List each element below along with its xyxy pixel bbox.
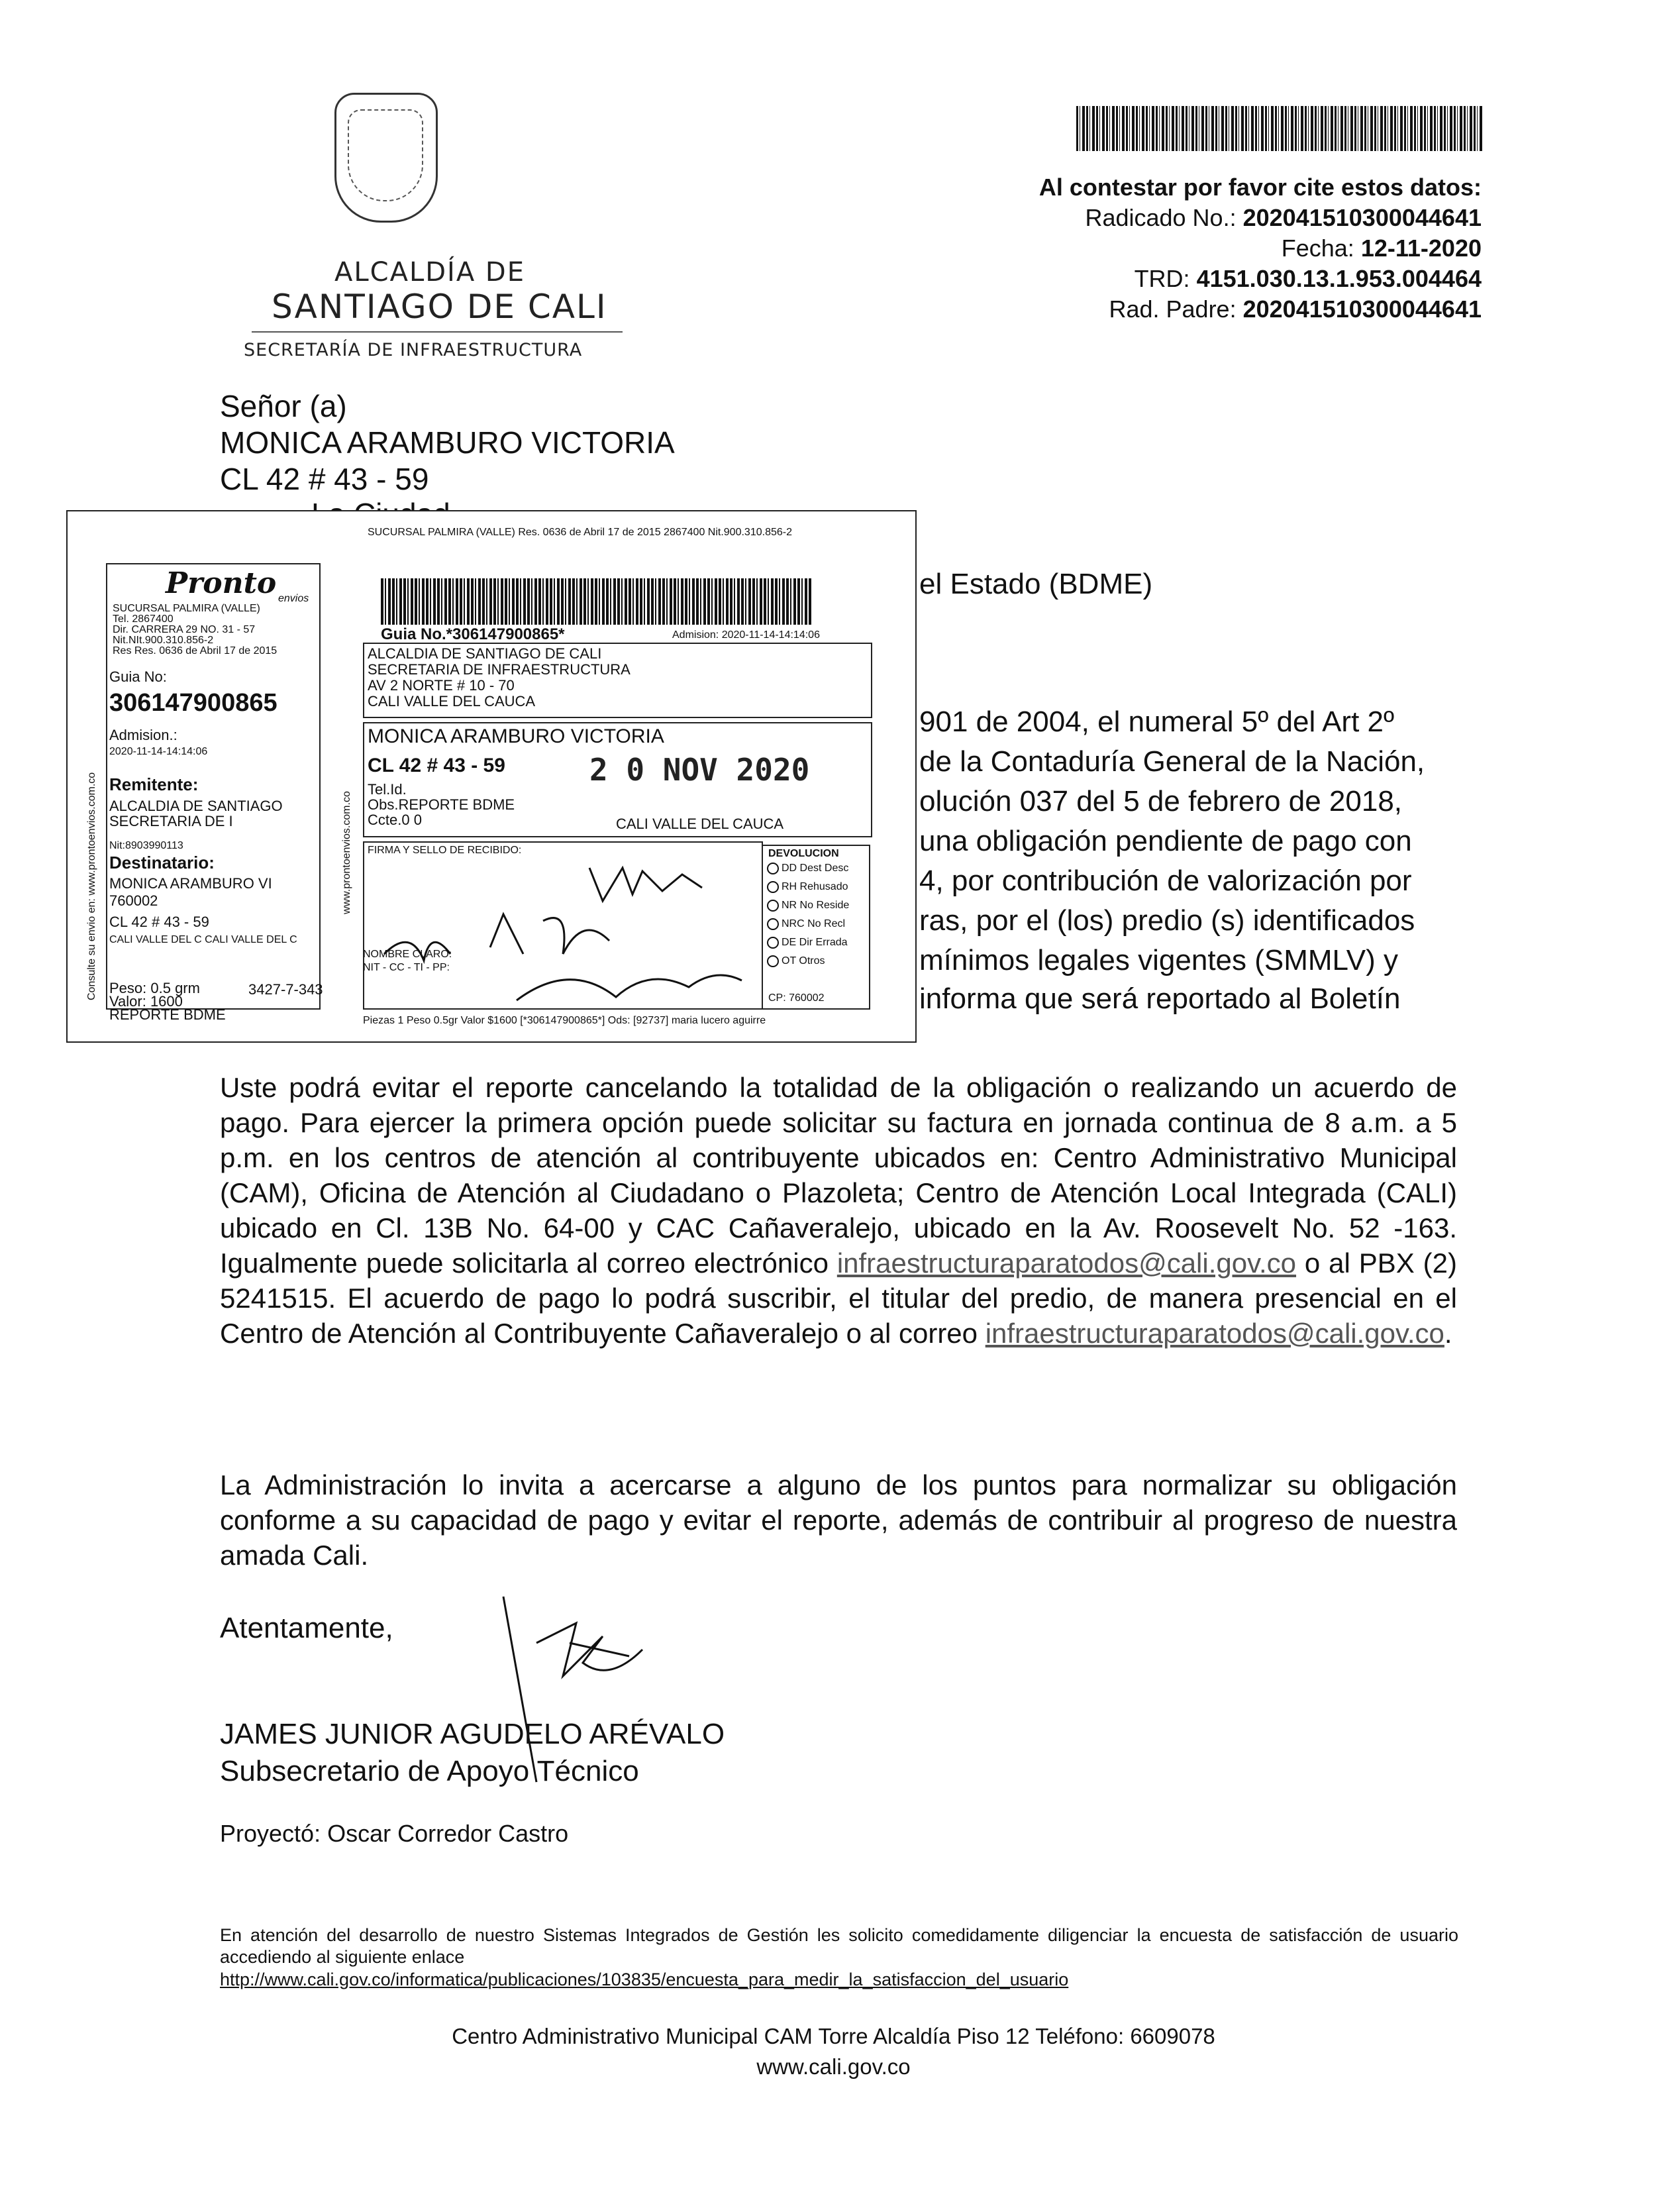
stub-res: Res Res. 0636 de Abril 17 de 2015: [113, 645, 278, 657]
trd-line: TRD: 4151.030.13.1.953.004464: [1134, 265, 1482, 292]
body-fragment-2: 901 de 2004, el numeral 5º del Art 2º: [919, 706, 1395, 738]
label-footer-strip: Piezas 1 Peso 0.5gr Valor $1600 [*306147900865*] Ods: [92737] maria lucero aguirre: [363, 1015, 766, 1026]
rcpt-1: MONICA ARAMBURO VICTORIA: [368, 725, 664, 747]
dev-option-1: DD Dest Desc: [767, 863, 848, 874]
stub-remitente-label: Remitente:: [109, 774, 199, 794]
survey-link[interactable]: http://www.cali.gov.co/informatica/publicaciones/103835/encuesta_para_medir_la_satisfaccion_del_usuario: [220, 1970, 1069, 1989]
radio-circle-icon: [767, 881, 779, 893]
radio-circle-icon: [767, 955, 779, 967]
logo-line-1: ALCALDÍA DE: [334, 257, 525, 288]
stub-peso: Peso: 0.5 grm: [109, 980, 200, 996]
logo-divider: [252, 331, 623, 333]
radicado-line: Radicado No.: 202041510300044641: [1085, 204, 1482, 231]
stub-destinatario-label: Destinatario:: [109, 853, 215, 872]
body-fragment-8: mínimos legales vigentes (SMMLV) y: [919, 944, 1398, 976]
devolucion-label: DEVOLUCION: [768, 848, 839, 859]
stub-dest-4: CALI VALLE DEL C CALI VALLE DEL C: [109, 934, 297, 945]
stub-remitente-nit: Nit:8903990113: [109, 840, 183, 851]
pronto-logo: Pronto: [166, 566, 277, 600]
coat-of-arms-inner: [348, 109, 423, 201]
handwritten-signature-icon: [371, 855, 755, 1007]
recipient-name: MONICA ARAMBURO VICTORIA: [220, 425, 675, 460]
body-paragraph-1: Uste podrá evitar el reporte cancelando la totalidad de la obligación o realizando un acuerdo de pago. Para ejercer la primera opción puede solicitar su factura en jornada continua de 8 a.m. a 5 p.m. en los centros de atención al contribuyente ubicados en: Centro Administrativo Municipal (CAM), Oficina de Atención al Ciudadano o Plazoleta; Centro de Atención Local Integrada (CALI) ubicado en Cl. 13B No. 64-00 y CAC Cañaveralejo, ubicado en la Av. Roosevelt No. 52 -163. Igualmente puede solicitarla al correo electrónico infraestructuraparatodos@cali.gov.co o al PBX (2) 5241515. El acuerdo de pago lo podrá suscribir, el titular del predio, de manera presencial en el Centro de Atención al Contribuyente Cañaveralejo o al correo infraestructuraparatodos@cali.gov.co.: [220, 1072, 1457, 1349]
rcpt-2: CL 42 # 43 - 59: [368, 755, 505, 776]
body-fragment-1: el Estado (BDME): [919, 568, 1153, 600]
radio-circle-icon: [767, 863, 779, 874]
stub-guia-label: Guia No:: [109, 668, 167, 685]
cite-header: Al contestar por favor cite estos datos:: [1038, 174, 1482, 201]
dev-option-3: NR No Reside: [767, 900, 849, 912]
sender-1: ALCALDIA DE SANTIAGO DE CALI: [368, 645, 602, 662]
signer-name: JAMES JUNIOR AGUDELO ARÉVALO: [220, 1718, 725, 1750]
stub-admision-value: 2020-11-14-14:14:06: [109, 746, 208, 757]
rcpt-city: CALI VALLE DEL CAUCA: [616, 816, 784, 832]
body-fragment-6: 4, por contribución de valorización por: [919, 865, 1412, 897]
body-fragment-3: de la Contaduría General de la Nación,: [919, 745, 1425, 778]
cp-label: CP: 760002: [768, 992, 825, 1004]
stub-code: 3427-7-343: [248, 981, 323, 998]
stub-admision-label: Admision.:: [109, 727, 177, 743]
logo-line-3: SECRETARÍA DE INFRAESTRUCTURA: [244, 340, 583, 360]
nit-cc-label: NIT - CC - TI - PP:: [363, 962, 450, 973]
body-fragment-5: una obligación pendiente de pago con: [919, 825, 1412, 857]
body-fragment-4: olución 037 del 5 de febrero de 2018,: [919, 785, 1403, 817]
rcpt-4: Obs.REPORTE BDME: [368, 796, 515, 813]
dev-option-2: RH Rehusado: [767, 881, 848, 893]
closing: Atentamente,: [220, 1612, 393, 1644]
date-stamp: 2 0 NOV 2020: [589, 752, 810, 788]
logo-line-2: SANTIAGO DE CALI: [272, 288, 607, 326]
stub-remitente-1: ALCALDIA DE SANTIAGO: [109, 798, 283, 814]
stub-dest-3: CL 42 # 43 - 59: [109, 914, 209, 930]
nombre-claro-label: NOMBRE CLARO:: [363, 949, 452, 960]
footer-website: www.cali.gov.co: [756, 2054, 911, 2079]
radio-circle-icon: [767, 900, 779, 912]
footer-address: Centro Administrativo Municipal CAM Torre Alcaldía Piso 12 Teléfono: 6609078: [452, 2024, 1215, 2048]
label-top-strip: SUCURSAL PALMIRA (VALLE) Res. 0636 de Abril 17 de 2015 2867400 Nit.900.310.856-2: [368, 527, 792, 538]
rcpt-3: Tel.Id.: [368, 781, 407, 798]
firma-label: FIRMA Y SELLO DE RECIBIDO:: [368, 845, 522, 856]
stub-dest-2: 760002: [109, 892, 158, 909]
body-fragment-9: informa que será reportado al Boletín: [919, 982, 1401, 1015]
stub-reporte: REPORTE BDME: [109, 1006, 226, 1023]
rcpt-5: Ccte.0 0: [368, 812, 422, 828]
stub-tel: Tel. 2867400: [113, 613, 174, 625]
dev-option-5: DE Dir Errada: [767, 937, 848, 949]
email-link-1[interactable]: infraestructuraparatodos@cali.gov.co: [836, 1247, 1297, 1279]
stub-remitente-2: SECRETARIA DE I: [109, 813, 233, 829]
sender-3: AV 2 NORTE # 10 - 70: [368, 677, 515, 694]
dev-option-6: OT Otros: [767, 955, 825, 967]
sender-2: SECRETARIA DE INFRAESTRUCTURA: [368, 661, 631, 678]
radio-circle-icon: [767, 937, 779, 949]
stub-sucursal: SUCURSAL PALMIRA (VALLE): [113, 603, 260, 614]
stub-dest-1: MONICA ARAMBURO VI: [109, 875, 272, 892]
recipient-address: CL 42 # 43 - 59: [220, 462, 429, 496]
dev-option-4: NRC No Recl: [767, 918, 845, 930]
signer-title: Subsecretario de Apoyo Técnico: [220, 1755, 639, 1787]
stub-valor: Valor: 1600: [109, 993, 183, 1010]
pronto-logo-sub: envios: [278, 593, 309, 604]
label-admision-full: Admision: 2020-11-14-14:14:06: [672, 629, 820, 641]
stub-side-text: Consulte su envio en: www.prontoenvios.com.co: [86, 772, 97, 1000]
email-link-2[interactable]: infraestructuraparatodos@cali.gov.co: [985, 1318, 1444, 1349]
stub-nit: Nit.NIt.900.310.856-2: [113, 635, 214, 646]
stub-dir: Dir. CARRERA 29 NO. 31 - 57: [113, 624, 256, 635]
body-paragraph-2: La Administración lo invita a acercarse a alguno de los puntos para normalizar su obligación conforme a su capacidad de pago y evitar el reporte, además de contribuir al progreso de nuestra amada Cali.: [220, 1469, 1457, 1571]
body-fragment-7: ras, por el (los) predio (s) identificados: [919, 904, 1415, 937]
radio-circle-icon: [767, 918, 779, 930]
label-barcode-icon: [381, 578, 811, 625]
sender-4: CALI VALLE DEL CAUCA: [368, 693, 536, 710]
proyecto-line: Proyectó: Oscar Corredor Castro: [220, 1820, 569, 1847]
padre-line: Rad. Padre: 202041510300044641: [1109, 295, 1482, 323]
survey-text: En atención del desarrollo de nuestro Sistemas Integrados de Gestión les solicito comedidamente diligenciar la encuesta de satisfacción de usuario accediendo al siguiente enlace: [220, 1925, 1458, 1967]
barcode-icon: [1076, 106, 1484, 151]
salutation: Señor (a): [220, 389, 347, 423]
label-guia-full: Guia No.*306147900865*: [381, 625, 565, 643]
label-side-text: www.prontoenvios.com.co: [341, 791, 352, 914]
stub-guia-number: 306147900865: [109, 689, 278, 717]
fecha-line: Fecha: 12-11-2020: [1281, 235, 1482, 262]
